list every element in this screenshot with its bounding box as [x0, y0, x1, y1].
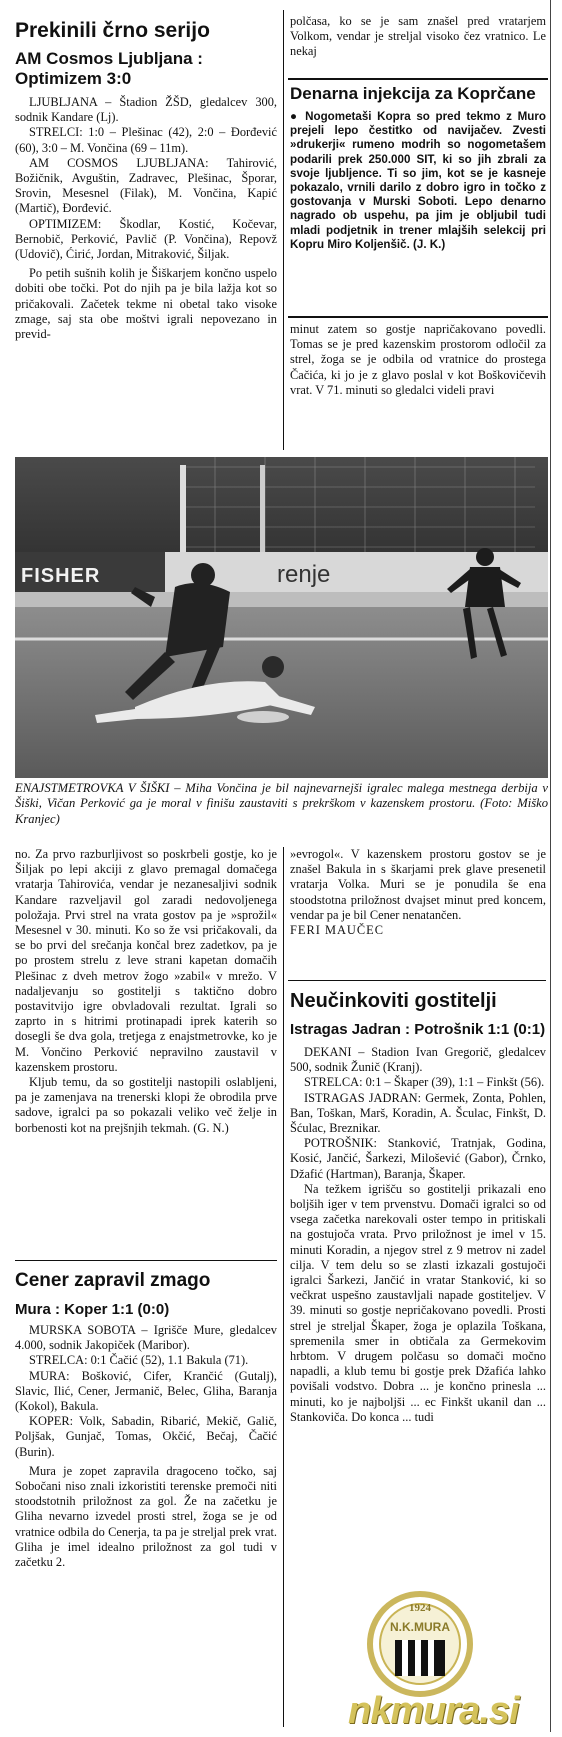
- club-logo: [350, 1572, 530, 1732]
- article3-title: Neučinkoviti gostitelji: [290, 990, 497, 1012]
- article2-subtitle: Mura : Koper 1:1 (0:0): [15, 1301, 170, 1318]
- section-rule-right: [288, 980, 546, 981]
- article3-scorers: STRELCA: 0:1 – Škaper (39), 1:1 – Finkšt (56).: [304, 1075, 545, 1090]
- page-edge: [548, 0, 562, 1732]
- article1-title: Prekinili črno serijo: [15, 19, 210, 42]
- box-bottom-rule: [288, 316, 548, 318]
- logo-year: 1924: [409, 1602, 431, 1614]
- article2-scorers: STRELCA: 0:1 Čačić (52), 1.1 Bakula (71).: [29, 1353, 249, 1368]
- article3-subtitle: Istragas Jadran : Potrošnik 1:1 (0:1): [290, 1021, 546, 1038]
- banner-left-text: FISHER: [21, 565, 101, 587]
- article3-lineup-home: ISTRAGAS JADRAN: Germek, Zonta, Pohlen, Ban, Toškan, Marš, Koradin, A. Šculac, Finkšt, D. Šćulac, Breznikar.: [290, 1090, 546, 1136]
- article2-end-column: [290, 847, 546, 938]
- article2-author: FERI MAUČEC: [290, 923, 384, 938]
- article3-lineup-away: POTROŠNIK: Stanković, Tratnjak, Godina, Kosić, Jančić, Šarkezi, Milošević (Gabor), Črnko, Džafić (Hartman), Baranja, Škaper.: [290, 1136, 546, 1181]
- article2-body: Mura je zopet zapravila dragoceno točko, saj Sobočani niso znali izkoristiti terenske premoči niti stoodstotnih priložnost za gol. Že na začetku je Gliha nevarno izvedel prosti strel, žoga se je od vratnice odbila do Cenerja, ta pa je streljal prek vrat. Gliha je imel idealno priložnost za gol tudi v začetku 2.: [15, 1463, 277, 1570]
- article1-scorers: STRELCI: 1:0 – Plešinac (42), 2:0 – Đorđević (60), 3:0 – M. Vončina (69 – 11m).: [15, 125, 277, 155]
- article2-lineup-home: MURA: Bošković, Cifer, Krančić (Gutalj), Slavic, Ilić, Cener, Jermanič, Belec, Gliha, Baranja (Kokol), Bakula.: [15, 1368, 277, 1414]
- logo-club-name: N.K.MURA: [390, 1620, 450, 1634]
- section-rule-left: [15, 1260, 277, 1261]
- column-divider-mid: [283, 847, 284, 1727]
- article1-continued-text: polčasa, ko se je sam znašel pred vratarjem Volkom, vendar je streljal visoko čez vratnico. Le nekaj: [290, 14, 546, 59]
- photo-illustration: [15, 457, 548, 778]
- box-text: ● Nogometaši Kopra so pred tekmo z Muro prejeli lepo čestitko od navijačev. Zvesti »drukerji« rumeno modrih so nogometašem podarili prek 250.000 SIT, ki so jih zbrali za svoje ljubljence. Ti so jim, kot se je kasneje pokazalo, vrnili darilo z dobro igro in točko z gostovanja v Murski Soboti. Lepo denarno nagrado ob uspehu, pa jim je obljubil tudi mladi podjetnik in trener mlajših selekcij pri Kopru Miro Koljenšič. (J. K.): [290, 110, 546, 251]
- article3-venue: DEKANI – Stadion Ivan Gregorič, gledalcev 500, sodnik Žunič (Kranj).: [290, 1045, 546, 1075]
- site-watermark: nkmura.si: [348, 1690, 519, 1732]
- article1-continued-text-2: minut zatem so gostje napričakovano povedli. Tomas se je pred kazenskim prostorom odločil za strel, žoga se je odbila od vratnice do prostega Čačića, ki jo je z glavo poslal v kot Boškovičevih vrat. V 71. minuti so gledalci videli pravi: [290, 322, 546, 397]
- article3-column: [290, 988, 546, 1425]
- article1-lineup-home: AM COSMOS LJUBLJANA: Tahirović, Božičnik, Avguštin, Zadravec, Plešinac, Šporar, Srovin, Mesesnel (Filak), M. Vončina, Kapić (Martič), Đorđević.: [15, 155, 277, 216]
- article2-column: [15, 1268, 277, 1570]
- article3-body: Na težkem igrišču so gostitelji prikazali eno boljših iger v tem prvenstvu. Domači igralci so od vsega začetka narekovali oster tempo in pritiskali na gostujoča vrata. Prvo priložnost je imel v 15. minuti Koradin, a njegov strel z 9 metrov ni zadel cilja. V tem delu so se zlasti izkazali gostujoči igralci Šarkezi, Jančić in vratar Stanković, ki so večkrat uspešno zaustavljali napade gostiteljev. V 39. minuti so gostje nepričakovano povedli. Prosti strel je streljal Škaper, žoga je oplazila Toškana, spremenila smer in obtičala za Germekovim hrbtom. V drugem polčasu so domači močno napadli, a klub temu bi gostje prek Džafića lahko povišali vodstvo. Dobra ... je končno prinesla ... minuti, ko je najboljši ... ec Finkšt ukanil dan ... Stankoviča. Do konca ... tudi: [290, 1181, 546, 1424]
- article2-venue: MURSKA SOBOTA – Igrišče Mure, gledalcev 4.000, sodnik Jakopiček (Maribor).: [15, 1323, 277, 1353]
- box-top-rule: [288, 78, 548, 80]
- match-photo: [15, 457, 548, 778]
- banner-right-text: renje: [277, 561, 331, 588]
- article1-subtitle: AM Cosmos Ljubljana : Optimizem 3:0: [15, 49, 203, 88]
- article1-venue: LJUBLJANA – Štadion ŽŠD, gledalcev 300, sodnik Kandare (Lj).: [15, 95, 277, 125]
- article1-end-body-2: Kljub temu, da so gostitelji nastopili oslabljeni, pa je zamenjava na trenerski klopi že obrodila prve sadove, igralci pa so pokazali veliko več želje in borbenosti kot na prejšnjih tekmah. (G. N.): [15, 1075, 277, 1135]
- article1-continuation-mid: [290, 322, 546, 398]
- article1-lineup-away: OPTIMIZEM: Škodlar, Kostić, Kočevar, Bernobič, Perković, Pavlič (P. Vončina), Repovž (Udovič), Ćirić, Jordan, Mitraković, Šiljak.: [15, 216, 277, 262]
- box-title: Denarna injekcija za Koprčane: [290, 84, 536, 103]
- article1-end-body: no. Za prvo razburljivost so poskrbeli gostje, ko je Šiljak po lepi akciji z glavo premagal domačega vratarja Tahirovića, vendar je nezanesaljivi sodnik Kandare razveljavil gol zaradi nedovoljenega položaja. Prvi strel na vrata gostov pa je »sprožil« Mesesnel v 30. minuti. Ko so že vsi pričakovali, da se bo prvi del srečanja končal brez zadetkov, pa je po prostem strelu z leve strani kapetan domačih Plešinac z dveh metrov žogo »zabil« v mrežo. V nadaljevanju so gostitelji s taktično dobro postavitvijo igre obvladovali rezultat. Igrali so zaprto in s hitrimi protinapadi iprek katerih so dosegli še dva gola, tretjega z enajstmetrovke, ko je M. Vončino Perković nepravilno zaustavil v kazenskem prostoru.: [15, 847, 277, 1074]
- article1-body: Po petih sušnih kolih je Šiškarjem končno uspelo dobiti obe točki. Pot do njih pa je bila lažja kot so pričakovali. Začetek tekme ni obetal tako visoke zmage, saj sta obe moštvi igrali nepovezano in previd-: [15, 266, 277, 342]
- photo-caption: ENAJSTMETROVKA V ŠIŠKI – Miha Vončina je bil najnevarnejši igralec malega mestnega derbija v Šiški, Vičan Perković ga je moral v finišu zaustaviti s prekrškom v kazenskem prostoru. (Foto: Miško Kranjec): [15, 781, 548, 826]
- article2-lineup-away: KOPER: Volk, Sabadin, Ribarić, Mekič, Galič, Poljšak, Gunjač, Tomas, Okčić, Bečaj, Čačić (Burin).: [15, 1414, 277, 1459]
- article1-continuation-top: [290, 14, 546, 60]
- info-box: [290, 84, 546, 252]
- article2-title: Cener zapravil zmago: [15, 1270, 211, 1291]
- article1-end-column: [15, 847, 277, 1136]
- article1-column: [15, 18, 277, 342]
- article2-end-body: »evrogol«. V kazenskem prostoru gostov se je znašel Bakula in s škarjami prek glave presenetil vratarja Volka. Muri se je ponudila še ena stoodstotna priložnost dvajset minut pred koncem, vendar pa je bil Cener nenatančen.: [290, 847, 546, 922]
- column-divider: [283, 10, 284, 450]
